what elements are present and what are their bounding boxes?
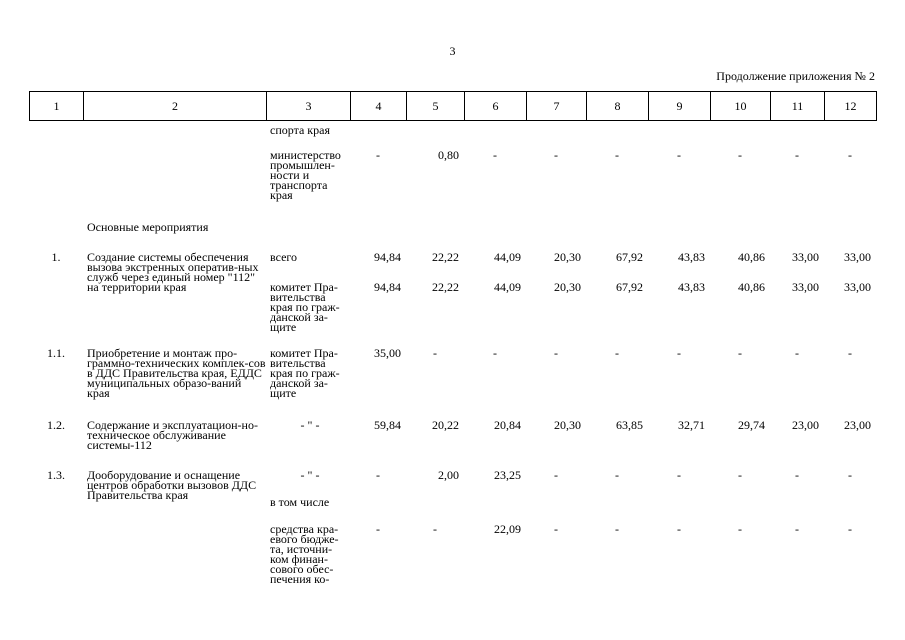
value-cell: 20,22 bbox=[432, 418, 459, 432]
value-cell bbox=[464, 248, 526, 344]
header-table bbox=[29, 91, 877, 121]
value-cell: - bbox=[738, 148, 742, 162]
value-cell bbox=[710, 248, 770, 344]
table-row bbox=[29, 520, 876, 590]
header-cell-9: 9 bbox=[649, 92, 711, 121]
value-cell: 63,85 bbox=[616, 418, 643, 432]
value-cell: - bbox=[433, 522, 437, 536]
value-cell: - bbox=[677, 346, 681, 360]
value-cell: - bbox=[795, 522, 799, 536]
value-cell: - bbox=[615, 522, 619, 536]
value-cell: 22,09 bbox=[494, 522, 521, 536]
row-number: 1.1. bbox=[47, 346, 65, 360]
header-cell-5: 5 bbox=[407, 92, 465, 121]
header-cell-3: 3 bbox=[267, 92, 351, 121]
value-b: 33,00 bbox=[844, 280, 871, 294]
header-cell-2: 2 bbox=[84, 92, 267, 121]
source-cell: комитет Пра-вительства края по граж-данской за-щите bbox=[270, 346, 340, 400]
header-cell-10: 10 bbox=[711, 92, 771, 121]
value-a: 33,00 bbox=[844, 250, 871, 264]
value-cell: - bbox=[493, 148, 497, 162]
source-cell bbox=[266, 466, 350, 520]
header-row bbox=[30, 92, 877, 121]
header-cell-4: 4 bbox=[351, 92, 407, 121]
header-cell-6: 6 bbox=[465, 92, 527, 121]
row-number: 1.2. bbox=[47, 418, 65, 432]
value-cell: - bbox=[677, 148, 681, 162]
ditto-mark: - " - bbox=[300, 468, 320, 482]
table-row bbox=[29, 466, 876, 520]
value-cell: - bbox=[677, 522, 681, 536]
value-a: 20,30 bbox=[554, 250, 581, 264]
value-cell: - bbox=[677, 468, 681, 482]
source-total: всего bbox=[270, 250, 298, 264]
value-cell: - bbox=[554, 346, 558, 360]
value-b: 22,22 bbox=[432, 280, 459, 294]
value-a: 33,00 bbox=[792, 250, 819, 264]
value-a: 40,86 bbox=[738, 250, 765, 264]
value-cell: - bbox=[554, 148, 558, 162]
value-cell: - bbox=[615, 346, 619, 360]
value-cell: 20,84 bbox=[494, 418, 521, 432]
source-cell: спорта края bbox=[270, 123, 330, 137]
row-name: Приобретение и монтаж про-граммно-технических комплек-сов в ДДС Правительства края, ЕДДС муниципальных образо-ваний края bbox=[87, 346, 266, 400]
value-b: 40,86 bbox=[738, 280, 765, 294]
value-cell: 20,30 bbox=[554, 418, 581, 432]
value-cell: - bbox=[376, 468, 380, 482]
value-cell: - bbox=[738, 522, 742, 536]
value-cell: - bbox=[848, 346, 852, 360]
page-number: 3 bbox=[449, 44, 456, 58]
value-cell: - bbox=[795, 346, 799, 360]
value-cell: 23,25 bbox=[494, 468, 521, 482]
value-cell: - bbox=[848, 148, 852, 162]
value-cell: - bbox=[376, 148, 380, 162]
value-b: 20,30 bbox=[554, 280, 581, 294]
row-number: 1.3. bbox=[47, 468, 65, 482]
value-cell: - bbox=[738, 468, 742, 482]
table-row bbox=[29, 248, 876, 344]
value-cell: 29,74 bbox=[738, 418, 765, 432]
row-name: Содержание и эксплуатацион-но-техническое обслуживание системы-112 bbox=[87, 418, 258, 452]
value-b: 43,83 bbox=[678, 280, 705, 294]
value-cell bbox=[586, 248, 648, 344]
value-cell: 0,80 bbox=[438, 148, 459, 162]
source-committee: комитет Пра-вительства края по граж-данской за-щите bbox=[270, 280, 340, 334]
table-row bbox=[29, 121, 876, 146]
value-cell: - bbox=[554, 522, 558, 536]
value-b: 94,84 bbox=[374, 280, 401, 294]
value-a: 22,22 bbox=[432, 250, 459, 264]
source-cell bbox=[266, 416, 350, 466]
source-cell: министерство промышлен-ности и транспорта края bbox=[270, 148, 341, 202]
value-cell: 2,00 bbox=[438, 468, 459, 482]
header-cell-8: 8 bbox=[587, 92, 649, 121]
section-title: Основные мероприятия bbox=[87, 220, 209, 234]
source-cell bbox=[266, 248, 350, 344]
value-cell: - bbox=[738, 346, 742, 360]
value-cell bbox=[824, 248, 876, 344]
source-including: в том числе bbox=[270, 495, 330, 509]
value-cell bbox=[406, 248, 464, 344]
value-cell: - bbox=[554, 468, 558, 482]
value-cell: - bbox=[848, 468, 852, 482]
value-cell: 59,84 bbox=[374, 418, 401, 432]
value-cell bbox=[648, 248, 710, 344]
value-a: 67,92 bbox=[616, 250, 643, 264]
ditto-mark: - " - bbox=[300, 418, 320, 432]
value-cell: 23,00 bbox=[792, 418, 819, 432]
table-row bbox=[29, 218, 876, 248]
source-cell: средства кра-евого бюдже-та, источни-ком финан-сового обес-печения ко- bbox=[270, 522, 339, 586]
table-row bbox=[29, 416, 876, 466]
value-cell: 32,71 bbox=[678, 418, 705, 432]
value-cell: - bbox=[848, 522, 852, 536]
value-cell bbox=[350, 248, 406, 344]
value-cell bbox=[770, 248, 824, 344]
value-b: 33,00 bbox=[792, 280, 819, 294]
value-cell: - bbox=[615, 468, 619, 482]
table-row bbox=[29, 146, 876, 218]
header-cell-1: 1 bbox=[30, 92, 84, 121]
table-row bbox=[29, 344, 876, 416]
value-cell: - bbox=[795, 468, 799, 482]
row-name: Дооборудование и оснащение центров обработки вызовов ДДС Правительства края bbox=[87, 468, 257, 502]
header-cell-7: 7 bbox=[527, 92, 587, 121]
value-b: 67,92 bbox=[616, 280, 643, 294]
value-a: 43,83 bbox=[678, 250, 705, 264]
value-cell: 35,00 bbox=[374, 346, 401, 360]
row-number: 1. bbox=[51, 250, 61, 264]
value-cell bbox=[526, 248, 586, 344]
continuation-label: Продолжение приложения № 2 bbox=[716, 69, 875, 83]
value-a: 44,09 bbox=[494, 250, 521, 264]
value-b: 44,09 bbox=[494, 280, 521, 294]
value-cell: 23,00 bbox=[844, 418, 871, 432]
value-cell: - bbox=[376, 522, 380, 536]
value-a: 94,84 bbox=[374, 250, 401, 264]
value-cell: - bbox=[493, 346, 497, 360]
header-cell-11: 11 bbox=[771, 92, 825, 121]
value-cell: - bbox=[433, 346, 437, 360]
row-name: Создание системы обеспечения вызова экстренных оператив-ных служб через единый номер "112" на территории края bbox=[87, 250, 259, 294]
value-cell: - bbox=[615, 148, 619, 162]
value-cell: - bbox=[795, 148, 799, 162]
body-table bbox=[29, 121, 876, 590]
header-cell-12: 12 bbox=[825, 92, 877, 121]
